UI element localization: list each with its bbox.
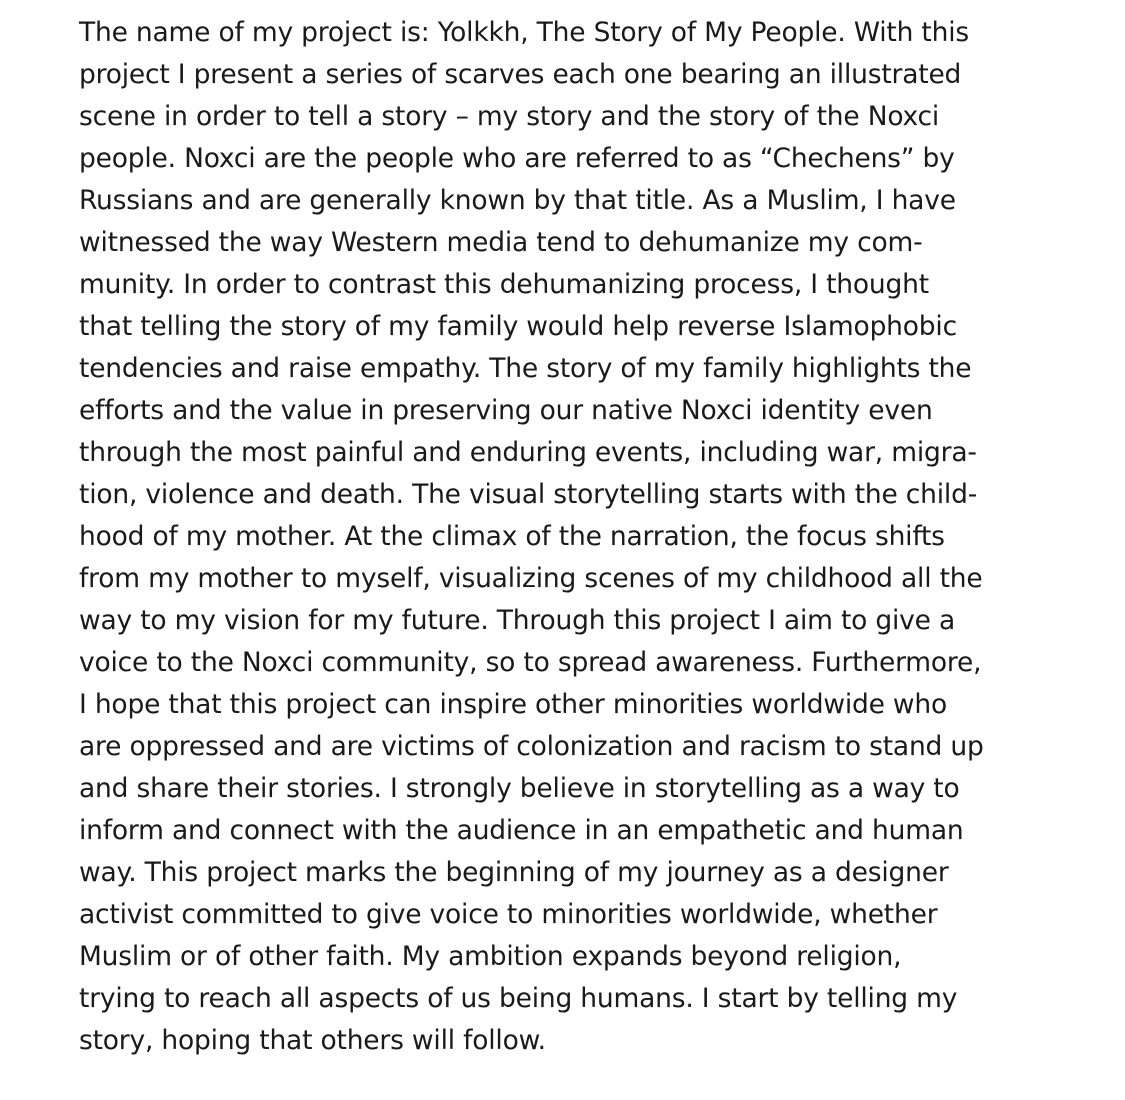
text-line: trying to reach all aspects of us being humans. I start by telling my: [79, 983, 958, 1014]
text-line: Russians and are generally known by that title. As a Muslim, I have: [79, 185, 956, 216]
text-line: story, hoping that others will follow.: [79, 1025, 546, 1056]
text-line: scene in order to tell a story – my story and the story of the Noxci: [79, 101, 940, 132]
text-line: I hope that this project can inspire other minorities worldwide who: [79, 689, 948, 720]
text-line: inform and connect with the audience in an empathetic and human: [79, 815, 964, 846]
text-line: through the most painful and enduring events, including war, migra-: [79, 437, 977, 468]
text-line: people. Noxci are the people who are referred to as “Chechens” by: [79, 143, 955, 174]
text-line: witnessed the way Western media tend to dehumanize my com-: [79, 227, 923, 258]
text-line: way. This project marks the beginning of my journey as a designer: [79, 857, 949, 888]
text-line: that telling the story of my family would help reverse Islamophobic: [79, 311, 957, 342]
text-line: efforts and the value in preserving our native Noxci identity even: [79, 395, 933, 426]
text-line: voice to the Noxci community, so to spread awareness. Furthermore,: [79, 647, 982, 678]
text-line: Muslim or of other faith. My ambition expands beyond religion,: [79, 941, 902, 972]
body-paragraph: [79, 12, 1079, 1062]
text-line: activist committed to give voice to minorities worldwide, whether: [79, 899, 938, 930]
text-line: tion, violence and death. The visual storytelling starts with the child-: [79, 479, 978, 510]
text-line: are oppressed and are victims of colonization and racism to stand up: [79, 731, 984, 762]
text-line: The name of my project is: Yolkkh, The Story of My People. With this: [79, 17, 969, 48]
text-line: from my mother to myself, visualizing scenes of my childhood all the: [79, 563, 983, 594]
text-line: and share their stories. I strongly believe in storytelling as a way to: [79, 773, 960, 804]
text-line: munity. In order to contrast this dehumanizing process, I thought: [79, 269, 929, 300]
text-line: hood of my mother. At the climax of the narration, the focus shifts: [79, 521, 945, 552]
text-line: project I present a series of scarves each one bearing an illustrated: [79, 59, 962, 90]
text-line: tendencies and raise empathy. The story of my family highlights the: [79, 353, 972, 384]
text-line: way to my vision for my future. Through this project I aim to give a: [79, 605, 956, 636]
